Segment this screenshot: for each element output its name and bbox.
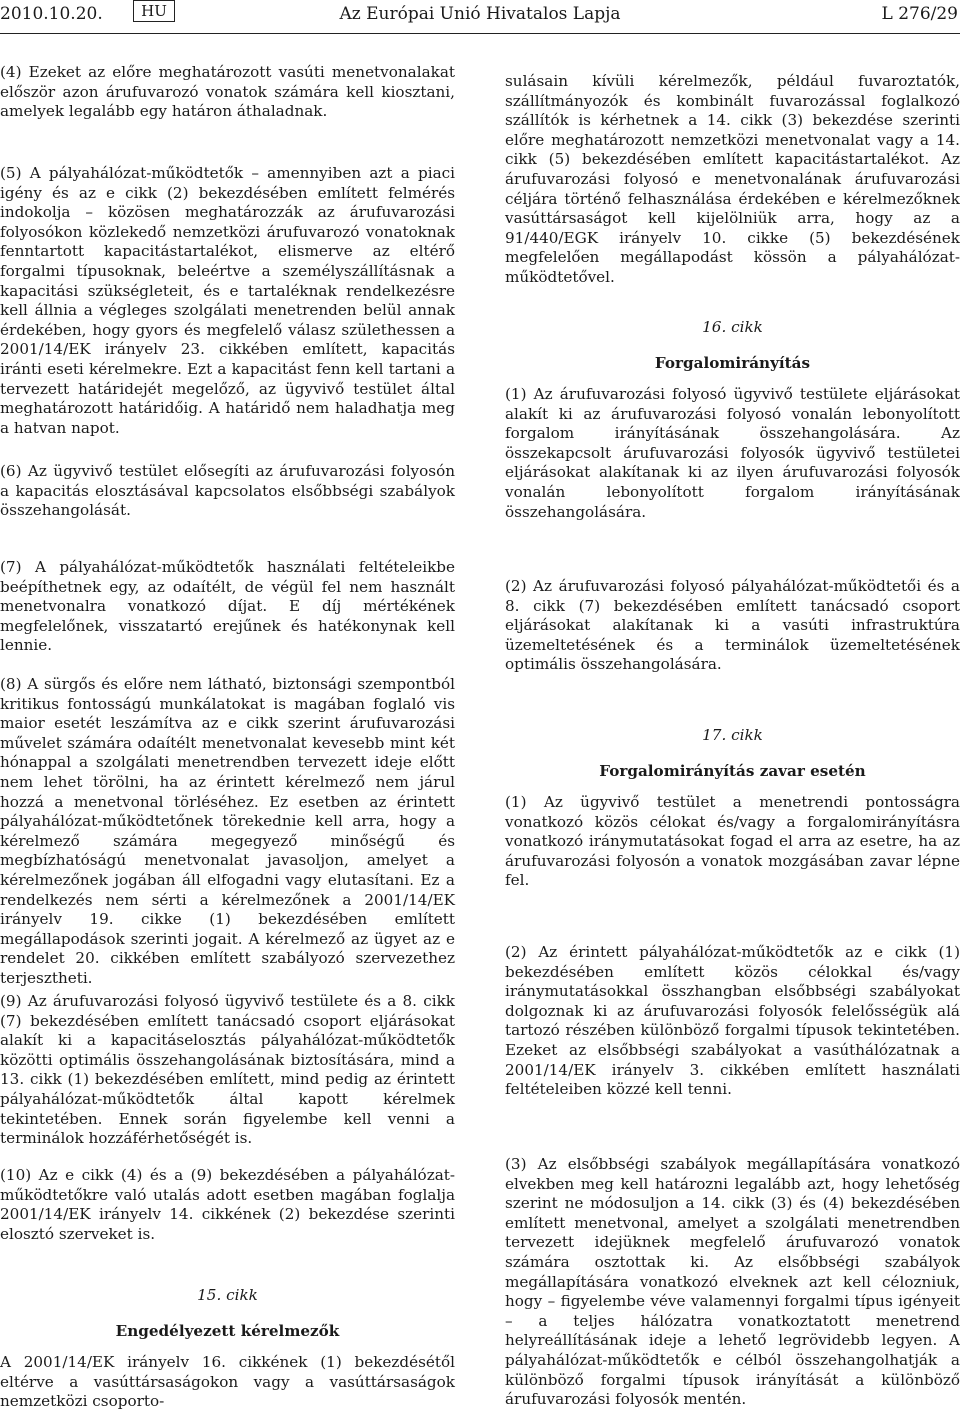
publication-date: 2010.10.20. <box>0 4 103 24</box>
article-17-paragraph-1: (1) Az ügyvivő testület a menetrendi pontosságra vonatkozó közös célokat és/vagy a forgalomirányításra vonatkozó iránymutatásokat fogad el arra az esetre, ha az árufuvarozási folyosón a vonatok mozgásában zavar lépne fel. <box>505 793 960 890</box>
paragraph-4: (4) Ezeket az előre meghatározott vasúti menetvonalakat először azon árufuvarozó vonatok számára kell kiosztani, amelyek legalább egy határon áthaladnak. <box>0 63 455 121</box>
article-16-paragraph-1: (1) Az árufuvarozási folyosó ügyvivő testülete eljárásokat alakít ki az árufuvarozási folyosó vonalán lebonyolított forgalom irányításának összehangolására. Az összekapcsolt árufuvarozási folyosók ügyvivő testületei eljárásokat alakítanak ki az ilyen árufuvarozási folyosók vonalán lebonyolított forgalom irányításának összehangolására. <box>505 385 960 521</box>
paragraph-8: (8) A sürgős és előre nem látható, biztonsági szempontból kritikus fontosságú munkálatokat is magában foglaló vis maior esetét leszámítva az e cikk szerint árufuvarozási művelet számára odaítélt menetvonalat kevesebb mint két hónappal a szolgálati menetrendben tervezett ideje előtt nem lehet törölni, ha az érintett kérelmező nem járul hozzá a menetvonal törléséhez. Ez esetben az érintett pályahálózat-működtetőnek törekednie kell arra, hogy a kérelmező számára megegyező minőségű és megbízhatóságú menetvonalat javasoljon, amelyet a kérelmezőnek jogában áll elfogadni vagy elutasítani. Ez a rendelkezés nem sérti a kérelmezőnek a 2001/14/EK irányelv 19. cikke (1) bekezdésében említett megállapodások szerinti jogait. A kérelmező az ügyet az e rendelet 20. cikkében említett szabályozó szervezethez terjesztheti. <box>0 675 455 987</box>
language-code-box: HU <box>133 0 175 22</box>
header-rule <box>0 33 960 34</box>
article-15-title: Engedélyezett kérelmezők <box>115 1322 340 1340</box>
page-header <box>0 0 960 38</box>
article-17-number: 17. cikk <box>702 726 763 744</box>
paragraph-10: (10) Az e cikk (4) és a (9) bekezdésében a pályahálózat-működtetőkre való utalás adott esetben magában foglalja 2001/14/EK irányelv 14. cikkének (2) bekezdése szerinti elosztó szerveket is. <box>0 1166 455 1243</box>
article-15-number: 15. cikk <box>197 1286 258 1304</box>
article-15-text: A 2001/14/EK irányelv 16. cikkének (1) bekezdésétől eltérve a vasúttársaságokon vagy a vasúttársaságok nemzetközi csoporto- <box>0 1353 455 1411</box>
article-16-title: Forgalomirányítás <box>654 354 811 372</box>
paragraph-5: (5) A pályahálózat-működtetők – amennyiben azt a piaci igény és az e cikk (2) bekezdésében említett felmérés indokolja – közösen meghatározzák az árufuvarozási folyosókon közlekedő nemzetközi árufuvarozó vonatoknak fenntartott kapacitástartalékot, elismerve az eltérő forgalmi típusoknak, beleértve a személyszállításnak a kapacitási szükségleteit, és e tartaléknak rendelkezésre kell állnia a végleges szolgálati menetrenden belül annak érdekében, hogy gyors és megfelelő válasz születhessen a 2001/14/EK irányelv 23. cikkében említett, kapacitás iránti eseti kérelmekre. Ezt a kapacitást fenn kell tartani a tervezett határidejét megelőző, az ügyvivő testület által meghatározott határidőig. A határidő nem haladhatja meg a hatvan napot. <box>0 164 455 437</box>
article-17-paragraph-2: (2) Az érintett pályahálózat-működtetők az e cikk (1) bekezdésében említett közös célokkal és/vagy iránymutatásokkal összhangban elsőbbségi szabályokat dolgoznak ki az árufuvarozási folyosók felelősségük alá tartozó részében különböző forgalmi típusok tekintetében. Ezeket az elsőbbségi szabályokat a vasúthálózatnak a 2001/14/EK irányelv 3. cikkében említett használati feltételeiben közzé kell tenni. <box>505 943 960 1099</box>
article-15-continuation: sulásain kívüli kérelmezők, például fuvaroztatók, szállítmányozók és kombinált fuvarozással foglalkozó szállítók is kérhetnek a 14. cikk (3) bekezdése szerinti előre meghatározott nemzetközi menetvonalat vagy a 14. cikk (5) bekezdésében említett kapacitástartalékot. Az árufuvarozási folyosó e menetvonalának árufuvarozási céljára történő felhasználása érdekében e kérelmezőknek vasúttársaságot kell kijelölniük arra, hogy az a 91/440/EGK irányelv 10. cikke (5) bekezdésének megfelelően megállapodást kössön a pályahálózat-működtetővel. <box>505 72 960 286</box>
article-17-title: Forgalomirányítás zavar esetén <box>599 762 866 780</box>
journal-title: Az Európai Unió Hivatalos Lapja <box>339 4 621 24</box>
article-17-paragraph-3: (3) Az elsőbbségi szabályok megállapítására vonatkozó elvekben meg kell határozni legalább azt, hogy lehetőség szerint ne módosuljon a 14. cikk (3) és (4) bekezdésében említett menetvonal, amelyet a szolgálati menetrendben tervezett idejüknek megfelelő árufuvarozó vonatok számára osztottak ki. Az elsőbbségi szabályok megállapítására vonatkozó elveknek azt kell célozniuk, hogy – figyelembe véve valamennyi forgalmi típus igényeit – a teljes hálózatra vonatkoztatott menetrend helyreállításának ideje a lehető legrövidebb legyen. A pályahálózat-működtetők e célból összehangolhatják a különböző forgalmi típusok irányítását a különböző árufuvarozási folyosók mentén. <box>505 1155 960 1409</box>
paragraph-6: (6) Az ügyvivő testület elősegíti az árufuvarozási folyosón a kapacitás elosztásával kapcsolatos elsőbbségi szabályok összehangolását. <box>0 462 455 520</box>
article-16-number: 16. cikk <box>702 318 763 336</box>
paragraph-7: (7) A pályahálózat-működtetők használati feltételeikbe beépíthetnek egy, az odaítélt, de végül fel nem használt menetvonalra vonatkozó díjat. E díj mértékének megfelelőnek, visszatartó erejűnek és hatékonynak kell lennie. <box>0 558 455 655</box>
page-number: L 276/29 <box>881 4 958 24</box>
paragraph-9: (9) Az árufuvarozási folyosó ügyvivő testülete és a 8. cikk (7) bekezdésében említett tanácsadó csoport eljárásokat alakít ki a kapacitáselosztás pályahálózat-működtetők közötti optimális összehangolásának biztosítására, mind a 13. cikk (1) bekezdésében említett, mind pedig az érintett pályahálózat-működtetők által kapott kérelmek tekintetében. Ennek során figyelembe kell venni a terminálok hozzáférhetőségét is. <box>0 992 455 1148</box>
article-16-paragraph-2: (2) Az árufuvarozási folyosó pályahálózat-működtetői és a 8. cikk (7) bekezdésében említett tanácsadó csoport eljárásokat alakítanak ki a vasúti infrastruktúra üzemeltetésének és a terminálok üzemeltetésének optimális összehangolására. <box>505 577 960 674</box>
